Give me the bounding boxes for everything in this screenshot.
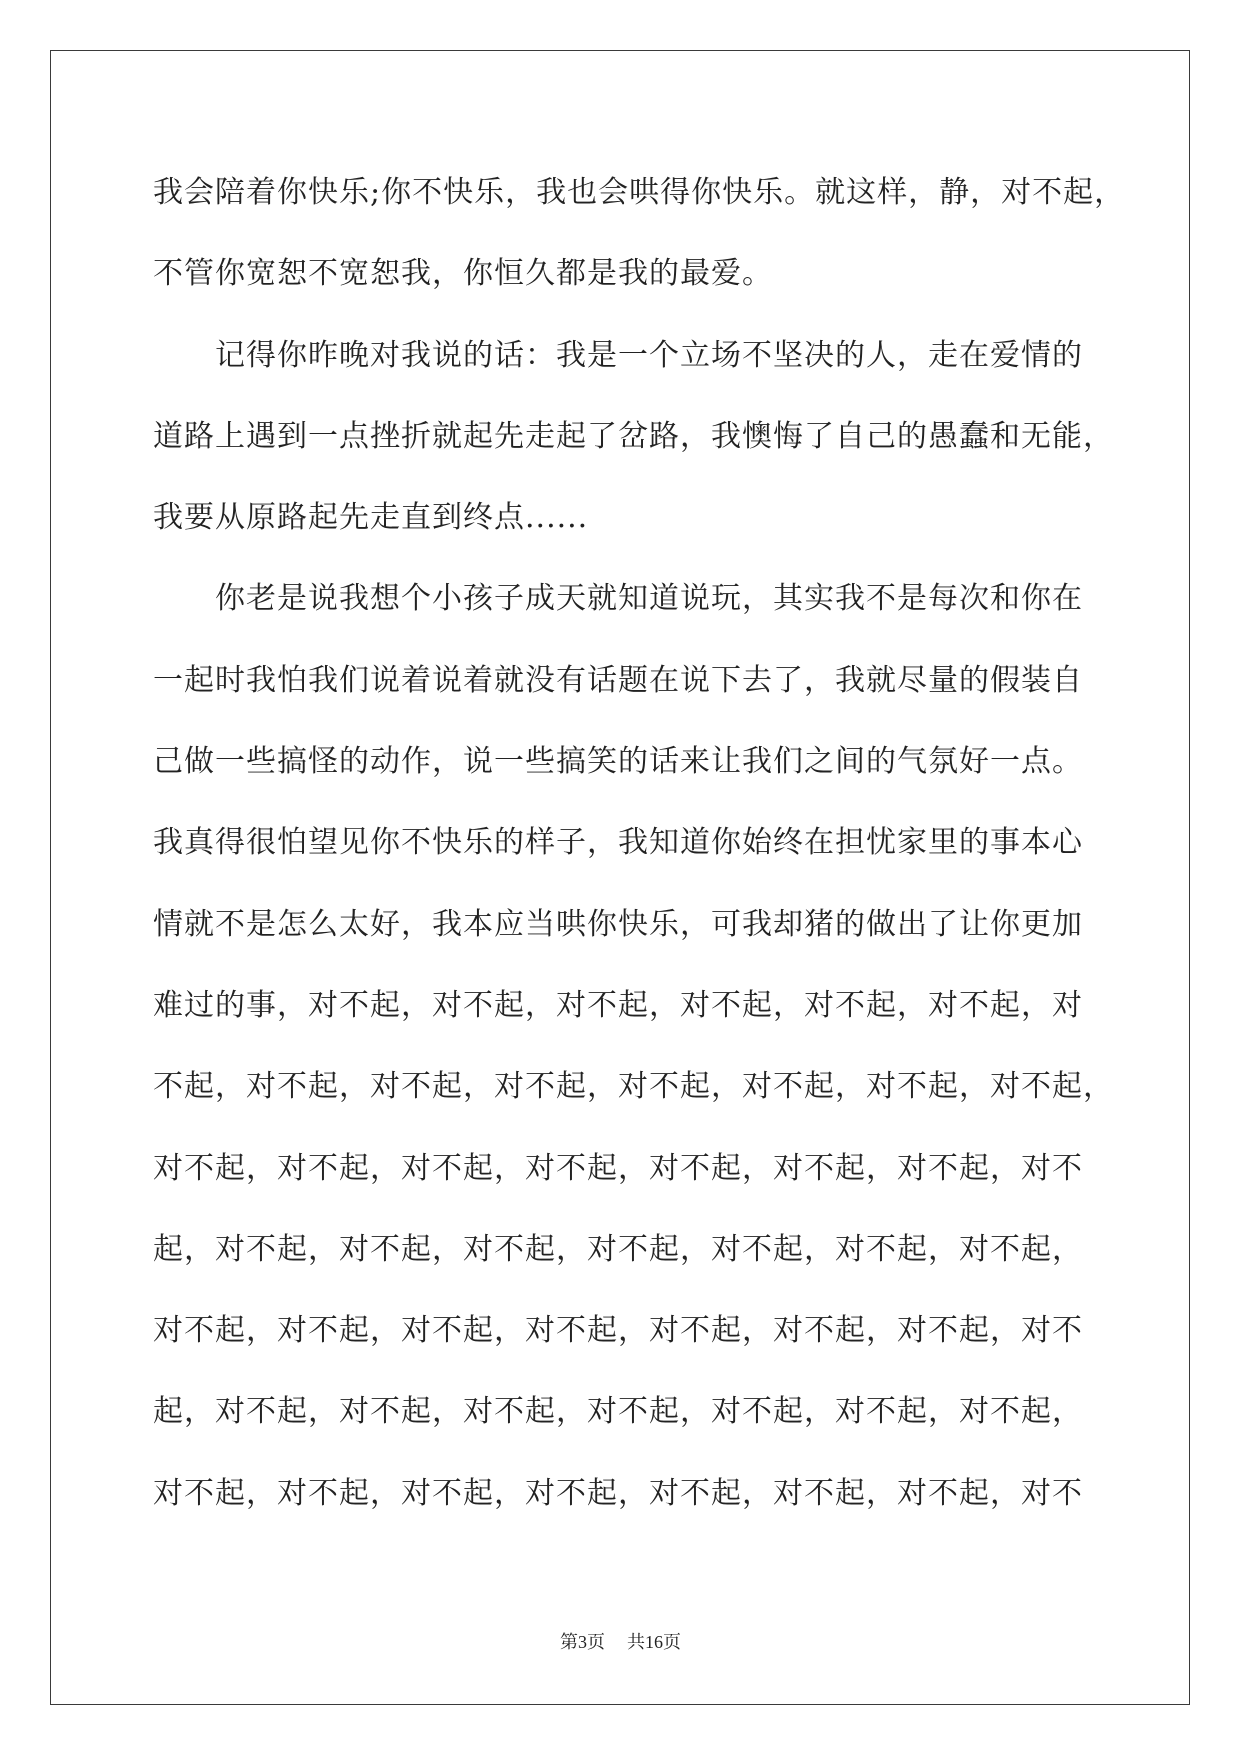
text-line: 难过的事，对不起，对不起，对不起，对不起，对不起，对不起，对: [153, 987, 1083, 1023]
paragraph: [153, 558, 1153, 1534]
text-line: 我真得很怕望见你不快乐的样子，我知道你始终在担忧家里的事本心: [153, 825, 1083, 861]
document-body: [153, 152, 1153, 1534]
text-line: 我要从原路起先走直到终点......: [153, 500, 589, 536]
text-line: 对不起，对不起，对不起，对不起，对不起，对不起，对不起，对不: [153, 1475, 1083, 1511]
text-line: 不管你宽恕不宽恕我，你恒久都是我的最爱。: [153, 256, 773, 292]
text-line: 情就不是怎么太好，我本应当哄你快乐，可我却猪的做出了让你更加: [153, 906, 1083, 942]
text-line: 不起，对不起，对不起，对不起，对不起，对不起，对不起，对不起，: [153, 1069, 1114, 1105]
text-line: 对不起，对不起，对不起，对不起，对不起，对不起，对不起，对不: [153, 1313, 1083, 1349]
text-line: 起，对不起，对不起，对不起，对不起，对不起，对不起，对不起，: [153, 1394, 1083, 1430]
total-pages-label: 共16页: [627, 1632, 681, 1652]
text-line: 起，对不起，对不起，对不起，对不起，对不起，对不起，对不起，: [153, 1231, 1083, 1267]
text-line: 对不起，对不起，对不起，对不起，对不起，对不起，对不起，对不: [153, 1150, 1083, 1186]
text-line: 记得你昨晚对我说的话：我是一个立场不坚决的人，走在爱情的: [215, 337, 1083, 373]
text-line: 一起时我怕我们说着说着就没有话题在说下去了，我就尽量的假装自: [153, 662, 1083, 698]
page-footer: [0, 1628, 1241, 1654]
paragraph: [153, 315, 1153, 559]
text-line: 我会陪着你快乐;你不快乐，我也会哄得你快乐。就这样，静，对不起，: [153, 175, 1126, 210]
text-line: 你老是说我想个小孩子成天就知道说玩，其实我不是每次和你在: [215, 581, 1083, 617]
text-line: 己做一些搞怪的动作，说一些搞笑的话来让我们之间的气氛好一点。: [153, 744, 1083, 780]
paragraph: [153, 152, 1153, 315]
current-page-label: 第3页: [560, 1632, 605, 1652]
text-line: 道路上遇到一点挫折就起先走起了岔路，我懊悔了自己的愚蠢和无能，: [153, 418, 1114, 454]
